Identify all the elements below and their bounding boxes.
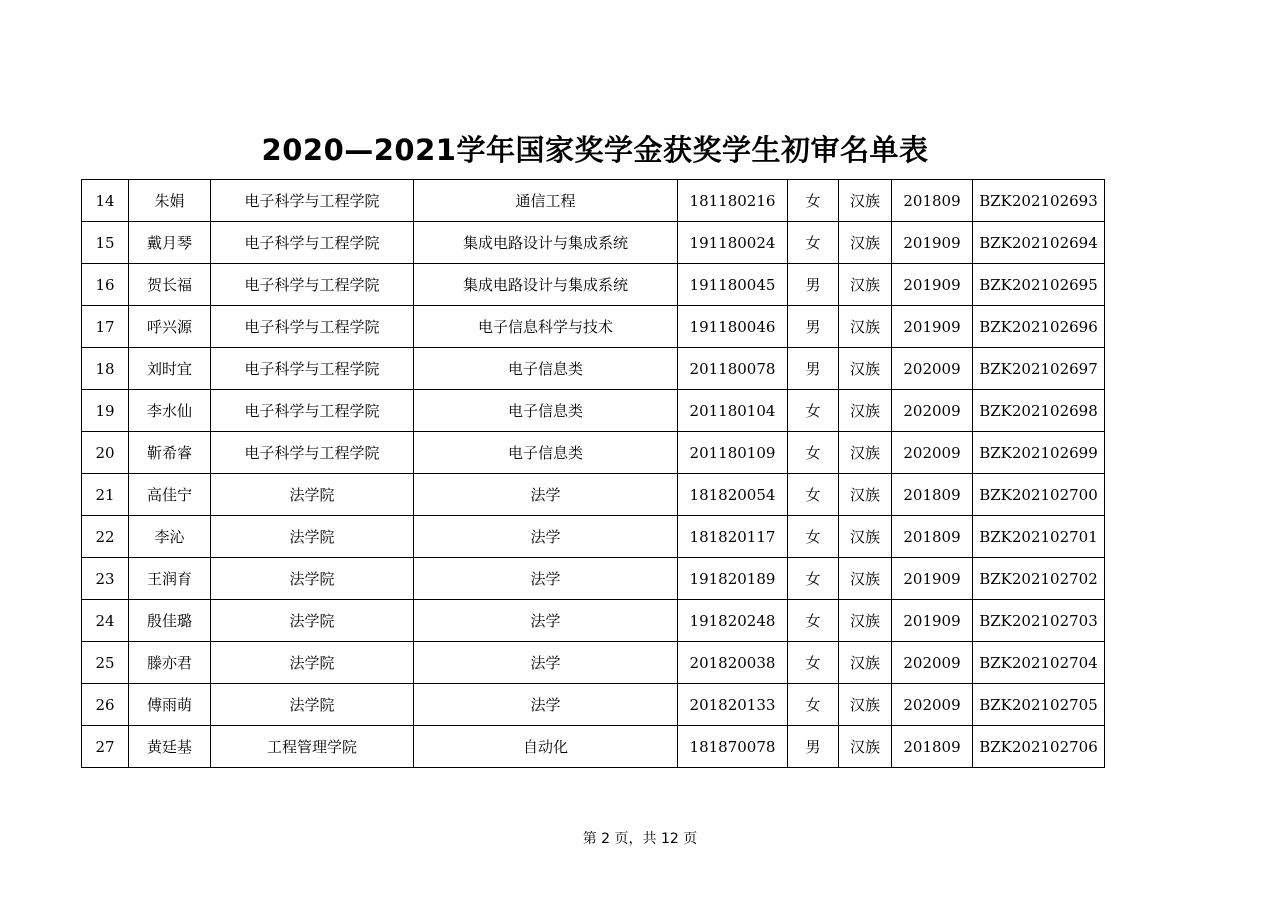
cell-gender: 女 (788, 474, 839, 516)
cell-student-name: 黄廷基 (129, 726, 211, 768)
cell-gender: 女 (788, 516, 839, 558)
roster-body (82, 180, 1105, 768)
cell-major: 法学 (414, 558, 678, 600)
cell-major: 自动化 (414, 726, 678, 768)
cell-student-name: 戴月琴 (129, 222, 211, 264)
cell-number: 18 (82, 348, 129, 390)
cell-student-name: 贺长福 (129, 264, 211, 306)
cell-student-id: 201820038 (678, 642, 788, 684)
cell-college: 法学院 (211, 684, 414, 726)
cell-college: 电子科学与工程学院 (211, 180, 414, 222)
roster-table (81, 179, 1105, 768)
cell-student-id: 181820117 (678, 516, 788, 558)
table-row (82, 600, 1105, 642)
table-row (82, 516, 1105, 558)
cell-number: 19 (82, 390, 129, 432)
cell-record-code: BZK202102699 (973, 432, 1105, 474)
cell-number: 23 (82, 558, 129, 600)
cell-gender: 女 (788, 684, 839, 726)
cell-record-code: BZK202102698 (973, 390, 1105, 432)
cell-gender: 女 (788, 642, 839, 684)
cell-record-code: BZK202102697 (973, 348, 1105, 390)
cell-enrollment: 201809 (892, 726, 973, 768)
cell-gender: 女 (788, 558, 839, 600)
table-row (82, 432, 1105, 474)
cell-student-id: 181180216 (678, 180, 788, 222)
table-row (82, 474, 1105, 516)
cell-student-id: 191820189 (678, 558, 788, 600)
cell-ethnicity: 汉族 (839, 684, 892, 726)
cell-college: 法学院 (211, 642, 414, 684)
cell-student-name: 呼兴源 (129, 306, 211, 348)
cell-student-id: 181870078 (678, 726, 788, 768)
cell-record-code: BZK202102701 (973, 516, 1105, 558)
cell-ethnicity: 汉族 (839, 306, 892, 348)
cell-enrollment: 201909 (892, 306, 973, 348)
cell-number: 25 (82, 642, 129, 684)
cell-gender: 男 (788, 726, 839, 768)
cell-record-code: BZK202102693 (973, 180, 1105, 222)
cell-ethnicity: 汉族 (839, 180, 892, 222)
cell-ethnicity: 汉族 (839, 516, 892, 558)
cell-college: 法学院 (211, 558, 414, 600)
cell-enrollment: 201909 (892, 222, 973, 264)
cell-student-name: 王润育 (129, 558, 211, 600)
cell-college: 工程管理学院 (211, 726, 414, 768)
cell-number: 15 (82, 222, 129, 264)
cell-enrollment: 202009 (892, 390, 973, 432)
cell-ethnicity: 汉族 (839, 432, 892, 474)
table-row (82, 222, 1105, 264)
cell-record-code: BZK202102703 (973, 600, 1105, 642)
cell-ethnicity: 汉族 (839, 558, 892, 600)
cell-student-id: 191180045 (678, 264, 788, 306)
cell-ethnicity: 汉族 (839, 348, 892, 390)
table-row (82, 390, 1105, 432)
table-row (82, 264, 1105, 306)
cell-student-name: 李水仙 (129, 390, 211, 432)
cell-enrollment: 202009 (892, 432, 973, 474)
cell-student-id: 191820248 (678, 600, 788, 642)
cell-ethnicity: 汉族 (839, 222, 892, 264)
cell-college: 电子科学与工程学院 (211, 222, 414, 264)
cell-major: 法学 (414, 642, 678, 684)
cell-major: 电子信息科学与技术 (414, 306, 678, 348)
cell-record-code: BZK202102700 (973, 474, 1105, 516)
cell-major: 法学 (414, 600, 678, 642)
cell-major: 电子信息类 (414, 432, 678, 474)
cell-enrollment: 201809 (892, 180, 973, 222)
table-row (82, 306, 1105, 348)
cell-student-id: 201180078 (678, 348, 788, 390)
cell-enrollment: 202009 (892, 642, 973, 684)
cell-record-code: BZK202102702 (973, 558, 1105, 600)
cell-student-id: 201820133 (678, 684, 788, 726)
cell-student-id: 191180046 (678, 306, 788, 348)
cell-student-id: 201180109 (678, 432, 788, 474)
cell-enrollment: 201909 (892, 264, 973, 306)
cell-number: 14 (82, 180, 129, 222)
page-title: 2020—2021学年国家奖学金获奖学生初审名单表 (261, 133, 929, 167)
cell-student-name: 滕亦君 (129, 642, 211, 684)
cell-student-name: 刘时宜 (129, 348, 211, 390)
cell-record-code: BZK202102696 (973, 306, 1105, 348)
table-row (82, 726, 1105, 768)
cell-major: 法学 (414, 684, 678, 726)
cell-record-code: BZK202102705 (973, 684, 1105, 726)
cell-gender: 女 (788, 222, 839, 264)
cell-college: 电子科学与工程学院 (211, 390, 414, 432)
cell-enrollment: 202009 (892, 684, 973, 726)
cell-student-name: 高佳宁 (129, 474, 211, 516)
cell-record-code: BZK202102695 (973, 264, 1105, 306)
cell-student-id: 181820054 (678, 474, 788, 516)
cell-enrollment: 201909 (892, 600, 973, 642)
cell-gender: 女 (788, 180, 839, 222)
cell-ethnicity: 汉族 (839, 726, 892, 768)
cell-student-id: 201180104 (678, 390, 788, 432)
cell-ethnicity: 汉族 (839, 642, 892, 684)
cell-number: 22 (82, 516, 129, 558)
cell-major: 法学 (414, 474, 678, 516)
cell-major: 集成电路设计与集成系统 (414, 222, 678, 264)
table-row (82, 180, 1105, 222)
cell-number: 16 (82, 264, 129, 306)
cell-ethnicity: 汉族 (839, 390, 892, 432)
cell-student-name: 李沁 (129, 516, 211, 558)
cell-student-name: 殷佳璐 (129, 600, 211, 642)
cell-major: 集成电路设计与集成系统 (414, 264, 678, 306)
cell-college: 法学院 (211, 474, 414, 516)
cell-major: 法学 (414, 516, 678, 558)
cell-college: 电子科学与工程学院 (211, 348, 414, 390)
cell-college: 电子科学与工程学院 (211, 264, 414, 306)
cell-ethnicity: 汉族 (839, 474, 892, 516)
cell-gender: 男 (788, 306, 839, 348)
cell-enrollment: 201809 (892, 516, 973, 558)
table-row (82, 684, 1105, 726)
cell-record-code: BZK202102706 (973, 726, 1105, 768)
cell-number: 27 (82, 726, 129, 768)
cell-gender: 女 (788, 600, 839, 642)
cell-college: 法学院 (211, 516, 414, 558)
cell-enrollment: 201909 (892, 558, 973, 600)
cell-number: 20 (82, 432, 129, 474)
cell-ethnicity: 汉族 (839, 600, 892, 642)
table-row (82, 348, 1105, 390)
cell-number: 26 (82, 684, 129, 726)
cell-gender: 男 (788, 348, 839, 390)
cell-student-id: 191180024 (678, 222, 788, 264)
page-footer: 第 2 页，共 12 页 (582, 831, 698, 847)
cell-major: 电子信息类 (414, 390, 678, 432)
cell-major: 通信工程 (414, 180, 678, 222)
cell-number: 24 (82, 600, 129, 642)
cell-gender: 女 (788, 432, 839, 474)
cell-gender: 女 (788, 390, 839, 432)
cell-number: 17 (82, 306, 129, 348)
table-row (82, 558, 1105, 600)
table-row (82, 642, 1105, 684)
cell-record-code: BZK202102694 (973, 222, 1105, 264)
cell-student-name: 傅雨萌 (129, 684, 211, 726)
cell-college: 法学院 (211, 600, 414, 642)
cell-gender: 男 (788, 264, 839, 306)
cell-ethnicity: 汉族 (839, 264, 892, 306)
cell-college: 电子科学与工程学院 (211, 306, 414, 348)
cell-enrollment: 202009 (892, 348, 973, 390)
cell-number: 21 (82, 474, 129, 516)
cell-major: 电子信息类 (414, 348, 678, 390)
cell-college: 电子科学与工程学院 (211, 432, 414, 474)
cell-enrollment: 201809 (892, 474, 973, 516)
cell-record-code: BZK202102704 (973, 642, 1105, 684)
cell-student-name: 靳希睿 (129, 432, 211, 474)
cell-student-name: 朱娟 (129, 180, 211, 222)
